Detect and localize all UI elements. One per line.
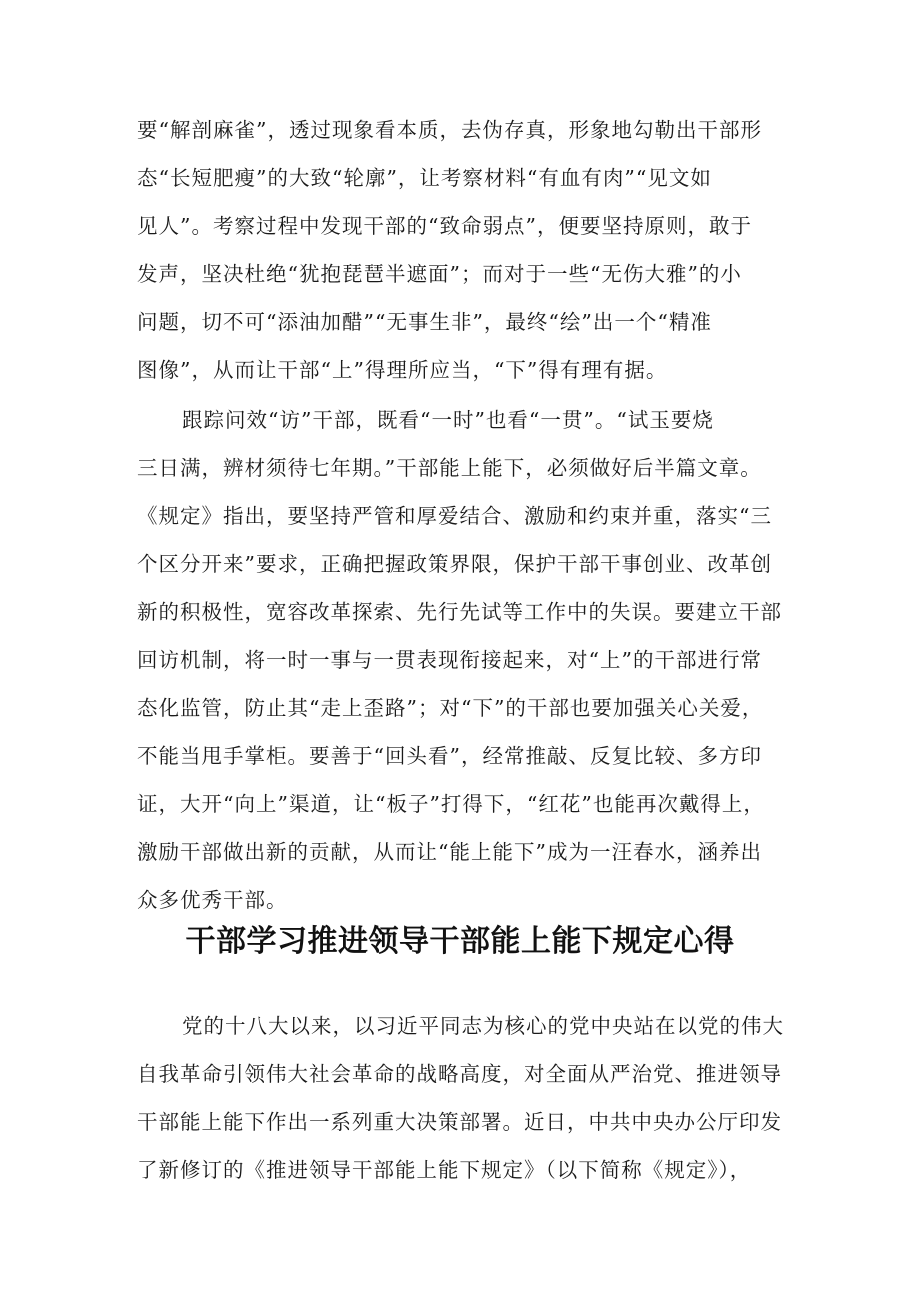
- text-line: 要“解剖麻雀”，透过现象看本质，去伪存真，形象地勾勒出干部形: [137, 118, 762, 142]
- text-line: 众多优秀干部。: [137, 888, 288, 912]
- text-line: 回访机制，将一时一事与一贯表现衔接起来，对“上”的干部进行常: [137, 648, 762, 672]
- text-line: 发声，坚决杜绝“犹抱琵琶半遮面”；而对于一些“无伤大雅”的小: [137, 262, 742, 286]
- text-line: 问题，切不可“添油加醋”“无事生非”，最终“绘”出一个“精准: [137, 310, 712, 334]
- text-line: 党的十八大以来，以习近平同志为核心的党中央站在以党的伟大: [182, 1014, 784, 1038]
- text-line: 态化监管，防止其“走上歪路”；对“下”的干部也要加强关心关爱，: [137, 696, 764, 720]
- text-line: 了新修订的《推进领导干部能上能下规定》（以下简称《规定》），: [137, 1158, 752, 1182]
- text-line: 图像”，从而让干部“上”得理所应当，“下”得有理有据。: [137, 358, 668, 382]
- section-heading: 干部学习推进领导干部能上能下规定心得: [185, 924, 735, 959]
- text-line: 不能当甩手掌柜。要善于“回头看”，经常推敲、反复比较、多方印: [137, 744, 762, 768]
- text-line: 激励干部做出新的贡献，从而让“能上能下”成为一汪春水，涵养出: [137, 840, 762, 864]
- text-line: 跟踪问效“访”干部，既看“一时”也看“一贯”。“试玉要烧: [182, 408, 714, 432]
- text-line: 个区分开来”要求，正确把握政策界限，保护干部干事创业、改革创: [137, 552, 772, 576]
- text-line: 《规定》指出，要坚持严管和厚爱结合、激励和约束并重，落实“三: [137, 504, 772, 528]
- text-line: 证，大开“向上”渠道，让“板子”打得下，“红花”也能再次戴得上，: [137, 792, 765, 816]
- text-line: 新的积极性，宽容改革探索、先行先试等工作中的失误。要建立干部: [137, 600, 782, 624]
- text-line: 干部能上能下作出一系列重大决策部署。近日，中共中央办公厅印发: [137, 1110, 782, 1134]
- text-line: 三日满，辨材须待七年期。”干部能上能下，必须做好后半篇文章。: [137, 456, 762, 480]
- text-line: 自我革命引领伟大社会革命的战略高度，对全面从严治党、推进领导: [137, 1062, 782, 1086]
- text-line: 态“长短肥瘦”的大致“轮廓”，让考察材料“有血有肉”“见文如: [137, 166, 712, 190]
- text-line: 见人”。考察过程中发现干部的“致命弱点”，便要坚持原则，敢于: [137, 214, 752, 238]
